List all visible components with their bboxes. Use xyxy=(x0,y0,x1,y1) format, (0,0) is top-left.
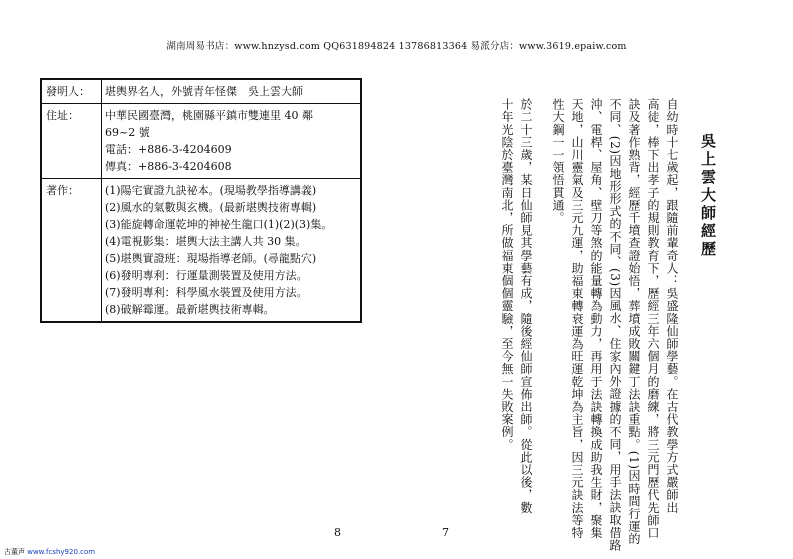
work-item: (2)風水的氣數與玄機。(最新堪輿技術專輯) xyxy=(105,201,317,214)
page-title: 吳上雲大師經歷 xyxy=(699,133,717,259)
phone-line: 電話：+886-3-4204609 xyxy=(105,143,232,156)
page-number-right: 7 xyxy=(442,526,449,539)
address-row xyxy=(41,104,361,179)
page-number-left: 8 xyxy=(334,526,341,539)
inventor-row xyxy=(41,79,361,104)
text-column: 自幼時十七歲起，跟隨前輩奇人：吳盛隆仙師學藝。在古代教學方式嚴師出 xyxy=(665,98,679,514)
page-header: 湖南周易书店：www.hnzysd.com QQ631894824 13786813364 易派分店：www.3619.epaiw.com xyxy=(166,41,627,52)
footer-prefix: 古董声 xyxy=(4,548,28,556)
text-column: 不同、(2)因地形形式的不同、(3)因風水、住家內外證據的不同，用手法訣取借路 xyxy=(608,98,622,552)
footer-watermark xyxy=(4,547,95,557)
works-value xyxy=(102,179,362,323)
address-value xyxy=(102,104,362,179)
work-item: (6)發明專利：行運量測裝置及使用方法。 xyxy=(105,269,308,282)
info-table xyxy=(40,78,362,323)
work-item: (4)電視影集：堪輿大法主講人共 30 集。 xyxy=(105,235,307,248)
inventor-line: 堪輿界名人，外號青年怪傑 吳上雲大師 xyxy=(105,85,303,98)
fax-line: 傳真：+886-3-4204608 xyxy=(105,160,232,173)
text-column: 高徒，棒下出孝子的規則教育下，歷經三年六個月的磨練，將三元門歷代先師口 xyxy=(646,98,660,539)
text-column: 天地，山川靈氣及三元九運，助福東轉衰運為旺運乾坤為主旨，因三元訣法等特 xyxy=(570,98,584,539)
text-column: 十年光陰於臺灣南北，所做福東個個靈驗，至今無一失敗案例。 xyxy=(500,98,514,451)
address-line: 69~2 號 xyxy=(105,126,150,139)
address-line: 中華民國臺灣，桃園縣平鎮市雙連里 40 鄰 xyxy=(105,109,313,122)
text-column: 性大鋼一一領悟貫通。 xyxy=(551,98,565,224)
works-label: 著作： xyxy=(41,179,102,323)
inventor-value xyxy=(102,79,362,104)
footer-url: www.fcshy920.com xyxy=(27,548,96,556)
address-label: 住址： xyxy=(41,104,102,179)
works-row xyxy=(41,179,361,323)
text-column: 沖、電桿、屋角、壁刀等煞的能量轉為動力，再用于法訣轉換成助我生財，聚集 xyxy=(589,98,603,539)
work-item: (3)能旋轉命運乾坤的神祕生龍口(1)(2)(3)集。 xyxy=(105,218,333,231)
text-column: 於二十三歲，某日仙師見其學藝有成，隨後經仙師宣佈出師。從此以後，數 xyxy=(519,98,533,514)
work-item: (5)堪輿實證班：現場指導老師。(尋龍點穴) xyxy=(105,252,317,265)
work-item: (1)陽宅實證九訣祕本。(現場教學指導講義) xyxy=(105,184,317,197)
text-column: 訣及著作熟背，經歷千墳查證始悟，葬墳成敗關鍵丁法訣重點。(1)因時間行運的 xyxy=(627,98,641,546)
work-item: (8)破解霉運。最新堪輿技術專輯。 xyxy=(105,303,275,316)
inventor-label: 發明人： xyxy=(41,79,102,104)
work-item: (7)發明專利：科學風水裝置及使用方法。 xyxy=(105,286,308,299)
